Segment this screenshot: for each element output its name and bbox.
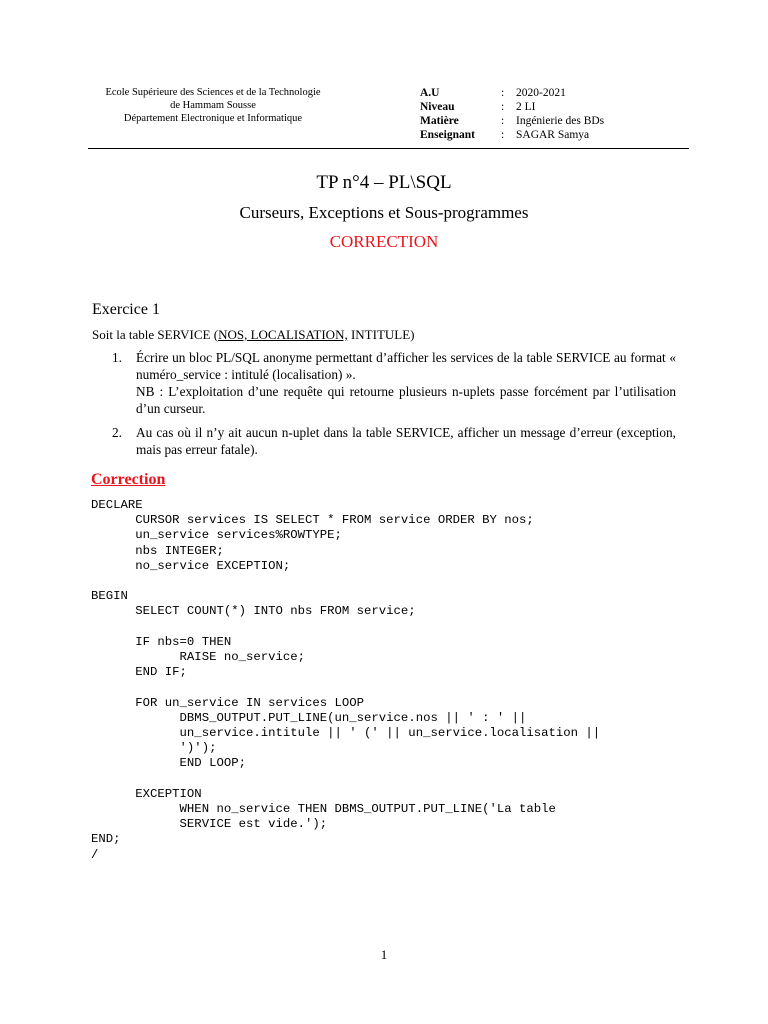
code-line: nbs INTEGER;	[135, 543, 224, 558]
code-line: CURSOR services IS SELECT * FROM service ORDER BY nos;	[135, 513, 534, 528]
item-note: NB : L’exploitation d’une requête qui retourne plusieurs n-uplets passe forcément par l’utilisation d’un curseur.	[136, 384, 676, 416]
meta-row-au	[420, 86, 604, 100]
code-line: /	[91, 847, 99, 862]
code-line: RAISE no_service;	[179, 650, 306, 665]
tp-title: TP n°4 – PL\SQL	[316, 172, 452, 193]
code-line: no_service EXCEPTION;	[135, 558, 291, 573]
item-text: Au cas où il n’y ait aucun n-uplet dans la table SERVICE, afficher un message d’erreur (exception, mais pas erreur fatale).	[136, 425, 676, 457]
header-divider	[88, 148, 689, 149]
meta-colon: :	[501, 101, 505, 113]
meta-colon: :	[501, 87, 505, 99]
code-line: WHEN no_service THEN DBMS_OUTPUT.PUT_LINE('La table	[179, 802, 556, 817]
meta-row-matiere	[420, 114, 604, 128]
item-number: 1.	[112, 350, 122, 365]
code-line: SERVICE est vide.');	[179, 817, 328, 832]
meta-value: 2020-2021	[516, 87, 566, 99]
page-number: 1	[380, 947, 388, 962]
code-line: IF nbs=0 THEN	[135, 634, 232, 649]
meta-colon: :	[501, 115, 505, 127]
code-line: DECLARE	[91, 498, 143, 512]
meta-label: Enseignant	[420, 129, 475, 141]
code-line: FOR un_service IN services LOOP	[135, 695, 365, 710]
exercise-title: Exercice 1	[92, 301, 160, 318]
tp-subtitle: Curseurs, Exceptions et Sous-programmes	[239, 203, 529, 222]
intro-text: Soit la table SERVICE (	[92, 327, 219, 342]
department-line: Département Electronique et Informatique	[123, 113, 303, 124]
code-line: ')');	[179, 741, 217, 756]
meta-label: Matière	[420, 115, 459, 127]
code-line: EXCEPTION	[135, 786, 202, 801]
item-number: 2.	[112, 425, 122, 440]
school-block	[88, 86, 338, 125]
code-line: END IF;	[135, 665, 187, 680]
item-text: Écrire un bloc PL/SQL anonyme permettant d’afficher les services de la table SERVICE au format « numéro_service : intitulé (localisation) ».	[136, 350, 676, 382]
code-line: DBMS_OUTPUT.PUT_LINE(un_service.nos || ' : ' ||	[179, 710, 527, 725]
meta-label: Niveau	[420, 101, 455, 113]
correction-title: CORRECTION	[329, 232, 439, 251]
course-meta	[420, 86, 604, 142]
code-line: END LOOP;	[179, 756, 246, 771]
code-line: un_service services%ROWTYPE;	[135, 528, 342, 543]
code-line: BEGIN	[91, 589, 128, 604]
meta-colon: :	[501, 129, 505, 141]
meta-value: SAGAR Samya	[516, 129, 590, 141]
code-line: END;	[91, 832, 121, 847]
correction-heading: Correction	[91, 471, 166, 488]
exercise-item-1	[112, 349, 676, 417]
exercise-item-2	[112, 424, 676, 458]
meta-row-niveau	[420, 100, 604, 114]
meta-row-enseignant	[420, 128, 604, 142]
code-line: un_service.intitule || ' (' || un_service.localisation ||	[179, 726, 601, 741]
intro-underlined-columns: NOS, LOCALISATION,	[218, 327, 348, 342]
code-line: SELECT COUNT(*) INTO nbs FROM service;	[135, 604, 416, 619]
school-name-line: Ecole Supérieure des Sciences et de la Technologie	[105, 87, 321, 98]
plsql-code-block	[91, 498, 600, 863]
intro-text-end: INTITULE)	[347, 327, 415, 342]
meta-value: 2 LI	[516, 101, 536, 113]
school-location-line: de Hammam Sousse	[170, 100, 256, 111]
meta-value: Ingénierie des BDs	[516, 115, 605, 127]
exercise-intro	[92, 327, 414, 343]
meta-label: A.U	[420, 87, 440, 99]
